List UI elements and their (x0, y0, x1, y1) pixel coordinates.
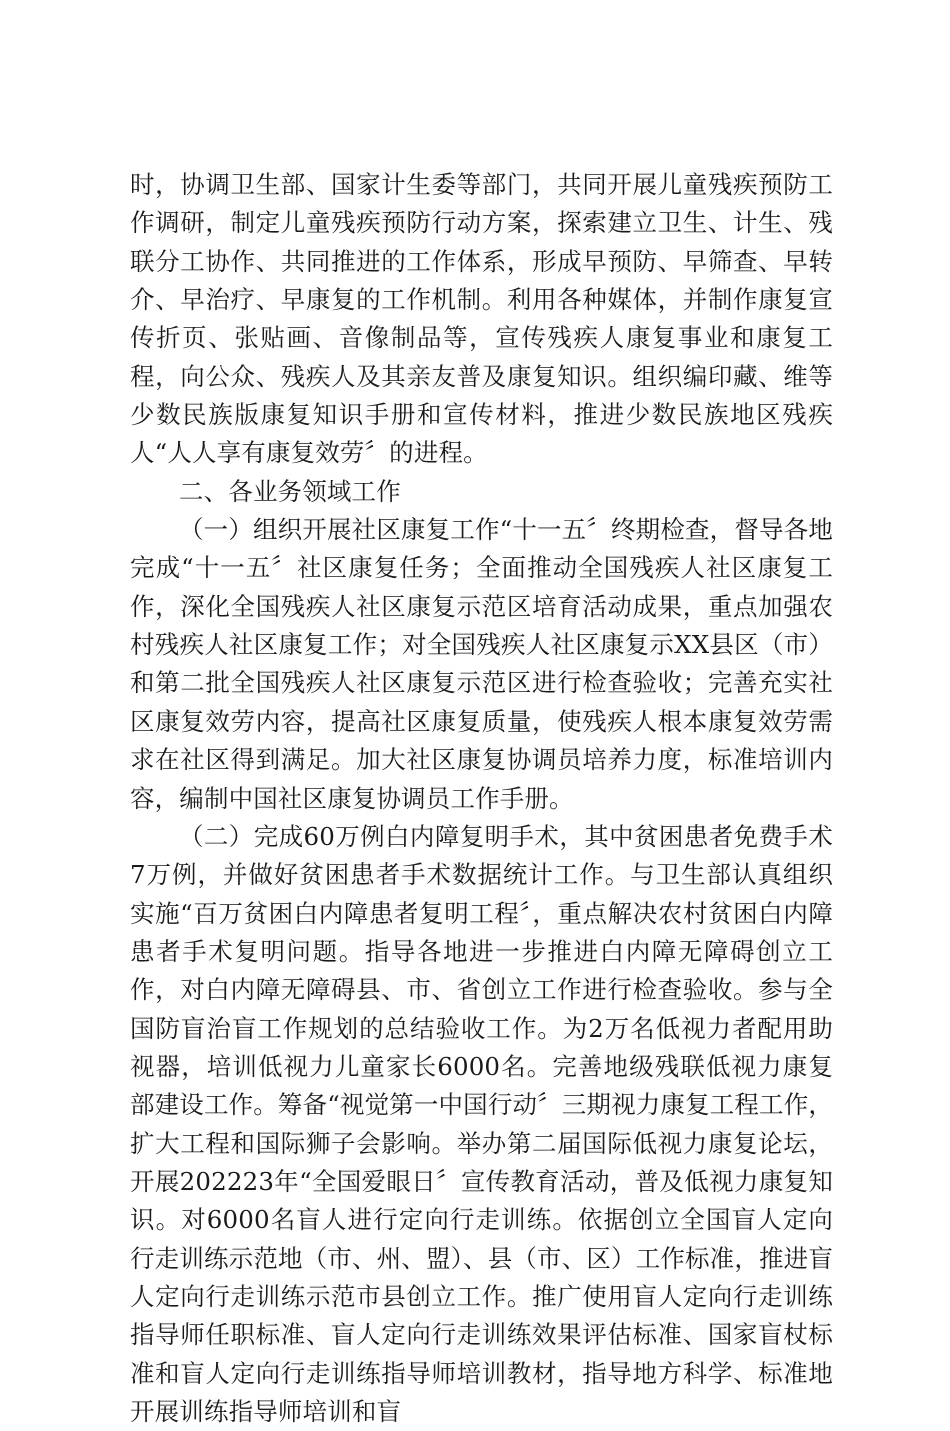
document-body (130, 166, 833, 1431)
paragraph-continuation: 时，协调卫生部、国家计生委等部门，共同开展儿童残疾预防工作调研，制定儿童残疾预防行动方案，探索建立卫生、计生、残联分工协作、共同推进的工作体系，形成早预防、早筛查、早转介、早治疗、早康复的工作机制。利用各种媒体，并制作康复宣传折页、张贴画、音像制品等，宣传残疾人康复事业和康复工程，向公众、残疾人及其亲友普及康复知识。组织编印藏、维等少数民族版康复知识手册和宣传材料，推进少数民族地区残疾人“人人享有康复效劳〞的进程。 (130, 170, 833, 468)
paragraph-cataract-low-vision: （二）完成60万例白内障复明手术，其中贫困患者免费手术7万例，并做好贫困患者手术数据统计工作。与卫生部认真组织实施“百万贫困白内障患者复明工程〞，重点解决农村贫困白内障患者手术复明问题。指导各地进一步推进白内障无障碍创立工作，对白内障无障碍县、市、省创立工作进行检查验收。参与全国防盲治盲工作规划的总结验收工作。为2万名低视力者配用助视器，培训低视力儿童家长6000名。完善地级残联低视力康复部建设工作。筹备“视觉第一中国行动〞三期视力康复工程工作，扩大工程和国际狮子会影响。举办第二届国际低视力康复论坛，开展202223年“全国爱眼日〞宣传教育活动，普及低视力康复知识。对6000名盲人进行定向行走训练。依据创立全国盲人定向行走训练示范地（市、州、盟）、县（市、区）工作标准，推进盲人定向行走训练示范市县创立工作。推广使用盲人定向行走训练指导师任职标准、盲人定向行走训练效果评估标准、国家盲杖标准和盲人定向行走训练指导师培训教材，指导地方科学、标准地开展训练指导师培训和盲 (130, 821, 833, 1426)
paragraph-community-rehab: （一）组织开展社区康复工作“十一五〞终期检查，督导各地完成“十一五〞社区康复任务；全面推动全国残疾人社区康复工作，深化全国残疾人社区康复示范区培育活动成果，重点加强农村残疾人社区康复工作；对全国残疾人社区康复示XX县区（市）和第二批全国残疾人社区康复示范区进行检查验收；完善充实社区康复效劳内容，提高社区康复质量，使残疾人根本康复效劳需求在社区得到满足。加大社区康复协调员培养力度，标准培训内容，编制中国社区康复协调员工作手册。 (130, 515, 833, 813)
section-heading: 二、各业务领域工作 (179, 476, 401, 506)
